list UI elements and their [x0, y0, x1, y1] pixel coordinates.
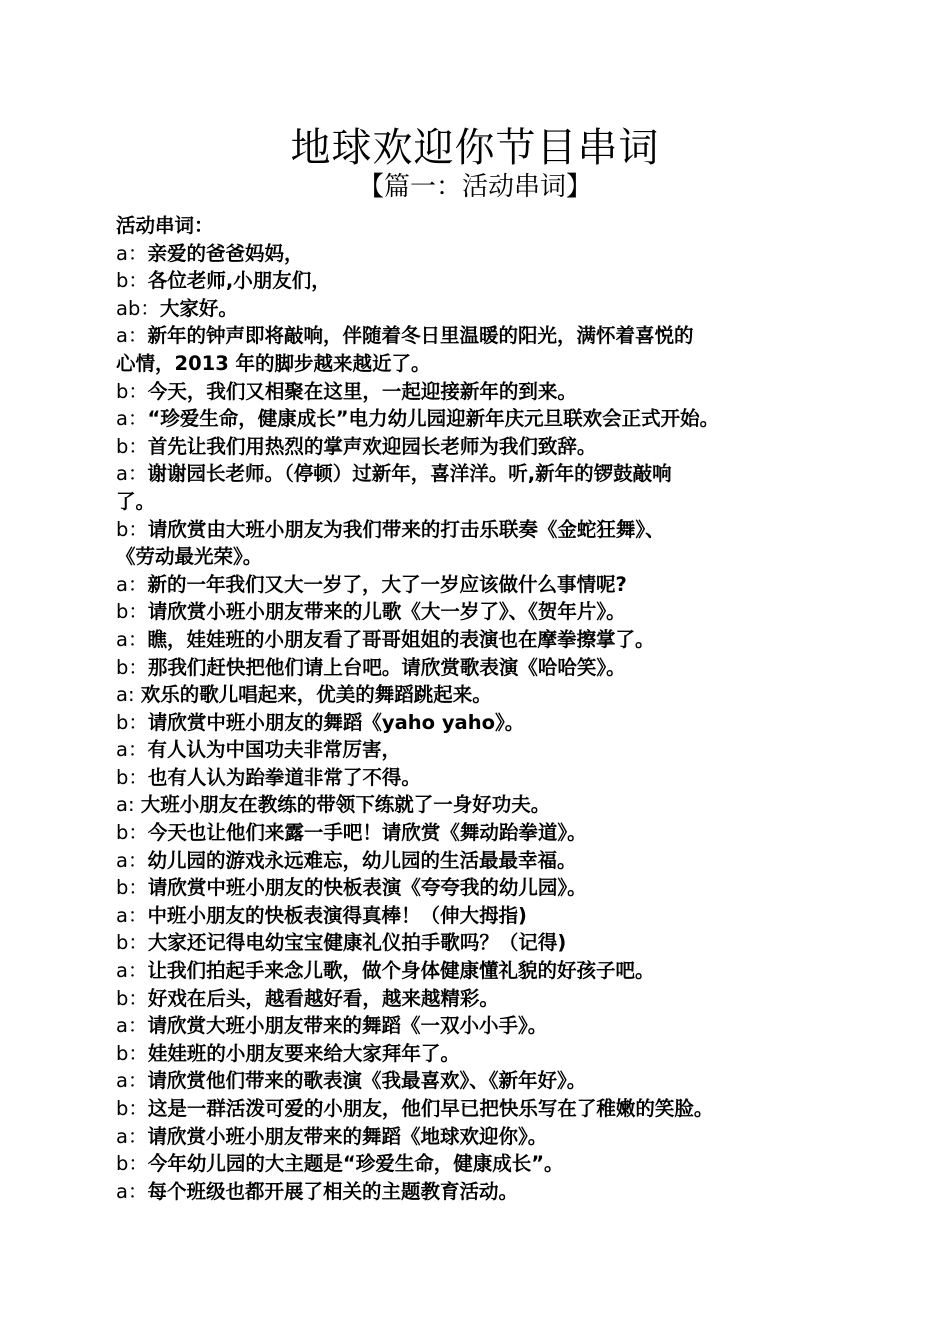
- speaker-label: b：: [116, 931, 148, 955]
- script-line: [116, 1040, 846, 1068]
- line-text: 首先让我们用热烈的掌声欢迎园长老师为我们致辞。: [147, 434, 597, 458]
- script-line: [116, 1123, 846, 1151]
- speaker-label: a：: [116, 1069, 148, 1093]
- speaker-label: b：: [116, 710, 148, 734]
- line-text: 心情，2013 年的脚步越来越近了。: [116, 351, 431, 375]
- script-line: [116, 598, 846, 626]
- line-text: 幼儿园的游戏永远难忘，幼儿园的生活最最幸福。: [147, 848, 577, 872]
- line-text: 让我们拍起手来念儿歌，做个身体健康懂礼貌的好孩子吧。: [147, 959, 655, 983]
- speaker-label: a：: [116, 1124, 148, 1148]
- speaker-label: b：: [116, 269, 148, 293]
- line-text: 请欣赏大班小朋友带来的舞蹈《一双小小手》。: [147, 1014, 548, 1038]
- line-text: 欢乐的歌儿唱起来，优美的舞蹈跳起来。: [140, 683, 492, 707]
- line-text: 大家还记得电幼宝宝健康礼仪拍手歌吗？（记得): [147, 931, 567, 955]
- script-line: [116, 405, 846, 433]
- script-line: [116, 1012, 846, 1040]
- script-line: [116, 1095, 846, 1123]
- line-text: 娃娃班的小朋友要来给大家拜年了。: [147, 1041, 460, 1065]
- speaker-label: b：: [116, 1041, 148, 1065]
- speaker-label: b：: [116, 655, 148, 679]
- line-text: 也有人认为跆拳道非常了不得。: [147, 765, 421, 789]
- line-text: 了。: [116, 489, 156, 513]
- script-line: [116, 350, 846, 378]
- script-line: [116, 709, 846, 737]
- speaker-label: a：: [116, 407, 148, 431]
- speaker-label: a：: [116, 959, 148, 983]
- line-text: 今年幼儿园的大主题是“珍爱生命，健康成长”。: [147, 1152, 564, 1176]
- script-line: [116, 267, 846, 295]
- speaker-label: a:: [116, 683, 141, 707]
- script-line: [116, 571, 846, 599]
- line-text: 谢谢园长老师。（停顿）过新年，喜洋洋。听,新年的锣鼓敲响: [147, 462, 672, 486]
- line-text: 那我们赶快把他们请上台吧。请欣赏歌表演《哈哈笑》。: [147, 655, 626, 679]
- speaker-label: b：: [116, 821, 148, 845]
- script-line: [116, 791, 846, 819]
- line-text: 好戏在后头，越看越好看，越来越精彩。: [147, 986, 499, 1010]
- script-line: [116, 295, 846, 323]
- speaker-label: a：: [116, 241, 148, 265]
- line-text: “珍爱生命，健康成长”电力幼儿园迎新年庆元旦联欢会正式开始。: [147, 407, 720, 431]
- line-text: 各位老师,小朋友们，: [147, 269, 331, 293]
- script-line: [116, 378, 846, 406]
- speaker-label: b：: [116, 876, 148, 900]
- script-line: [116, 1178, 846, 1206]
- script-line: [116, 681, 846, 709]
- script-line: [116, 654, 846, 682]
- line-text: 请欣赏小班小朋友带来的舞蹈《地球欢迎你》。: [147, 1124, 548, 1148]
- speaker-label: a：: [116, 572, 148, 596]
- speaker-label: b：: [116, 1152, 148, 1176]
- line-text: 亲爱的爸爸妈妈，: [147, 241, 304, 265]
- script-line: [116, 212, 846, 240]
- line-text: 这是一群活泼可爱的小朋友，他们早已把快乐写在了稚嫩的笑脸。: [147, 1097, 714, 1120]
- script-line: [116, 1150, 846, 1178]
- document-subtitle: 【篇一：活动串词】: [357, 172, 592, 202]
- script-line: [116, 626, 846, 654]
- speaker-label: a：: [116, 462, 148, 486]
- script-line: [116, 985, 846, 1013]
- speaker-label: a:: [116, 793, 141, 817]
- script-line: [116, 902, 846, 930]
- script-line: [116, 1067, 846, 1095]
- line-text: 请欣赏小班小朋友带来的儿歌《大一岁了》、《贺年片》。: [147, 600, 626, 624]
- line-text: 请欣赏中班小朋友的快板表演《夸夸我的幼儿园》。: [147, 876, 587, 900]
- script-line: [116, 764, 846, 792]
- document-title: 地球欢迎你节目串词: [290, 125, 660, 171]
- speaker-label: a：: [116, 848, 148, 872]
- script-line: [116, 543, 846, 571]
- line-text: 请欣赏中班小朋友的舞蹈《yaho yaho》。: [147, 710, 525, 734]
- speaker-label: b：: [116, 600, 148, 624]
- script-line: [116, 433, 846, 461]
- speaker-label: ab：: [116, 296, 160, 320]
- line-text: 新年的钟声即将敲响，伴随着冬日里温暖的阳光，满怀着喜悦的: [147, 324, 694, 348]
- line-text: 今天也让他们来露一手吧！请欣赏《舞动跆拳道》。: [147, 821, 587, 845]
- script-line: [116, 957, 846, 985]
- script-line: [116, 322, 846, 350]
- script-line: [116, 488, 846, 516]
- line-text: 请欣赏由大班小朋友为我们带来的打击乐联奏《金蛇狂舞》、: [147, 517, 665, 541]
- line-text: 《劳动最光荣》。: [116, 545, 263, 569]
- script-line: [116, 929, 846, 957]
- line-text: 有人认为中国功夫非常厉害，: [147, 738, 401, 762]
- speaker-label: b：: [116, 379, 148, 403]
- speaker-label: a：: [116, 1179, 148, 1203]
- line-text: 大家好。: [159, 296, 238, 320]
- script-line: [116, 847, 846, 875]
- line-text: 今天，我们又相聚在这里，一起迎接新年的到来。: [147, 379, 577, 403]
- speaker-label: b：: [116, 765, 148, 789]
- script-line: [116, 240, 846, 268]
- speaker-label: a：: [116, 738, 148, 762]
- line-text: 中班小朋友的快板表演得真棒！（伸大拇指): [147, 903, 527, 927]
- script-line: [116, 460, 846, 488]
- script-line: [116, 516, 846, 544]
- speaker-label: b：: [116, 434, 148, 458]
- line-text: 请欣赏他们带来的歌表演《我最喜欢》、《新年好》。: [147, 1069, 587, 1093]
- line-text: 大班小朋友在教练的带领下练就了一身好功夫。: [140, 793, 551, 817]
- document-body: [116, 212, 846, 1205]
- line-text: 瞧，娃娃班的小朋友看了哥哥姐姐的表演也在摩拳擦掌了。: [147, 627, 655, 651]
- line-text: 每个班级也都开展了相关的主题教育活动。: [147, 1179, 518, 1203]
- line-text: 新的一年我们又大一岁了，大了一岁应该做什么事情呢?: [147, 572, 627, 596]
- line-text: 活动串词：: [116, 214, 214, 237]
- speaker-label: a：: [116, 1014, 148, 1038]
- speaker-label: a：: [116, 903, 148, 927]
- speaker-label: b：: [116, 1097, 148, 1120]
- script-line: [116, 736, 846, 764]
- speaker-label: b：: [116, 986, 148, 1010]
- speaker-label: a：: [116, 627, 148, 651]
- script-line: [116, 819, 846, 847]
- speaker-label: b：: [116, 517, 148, 541]
- speaker-label: a：: [116, 324, 148, 348]
- script-line: [116, 874, 846, 902]
